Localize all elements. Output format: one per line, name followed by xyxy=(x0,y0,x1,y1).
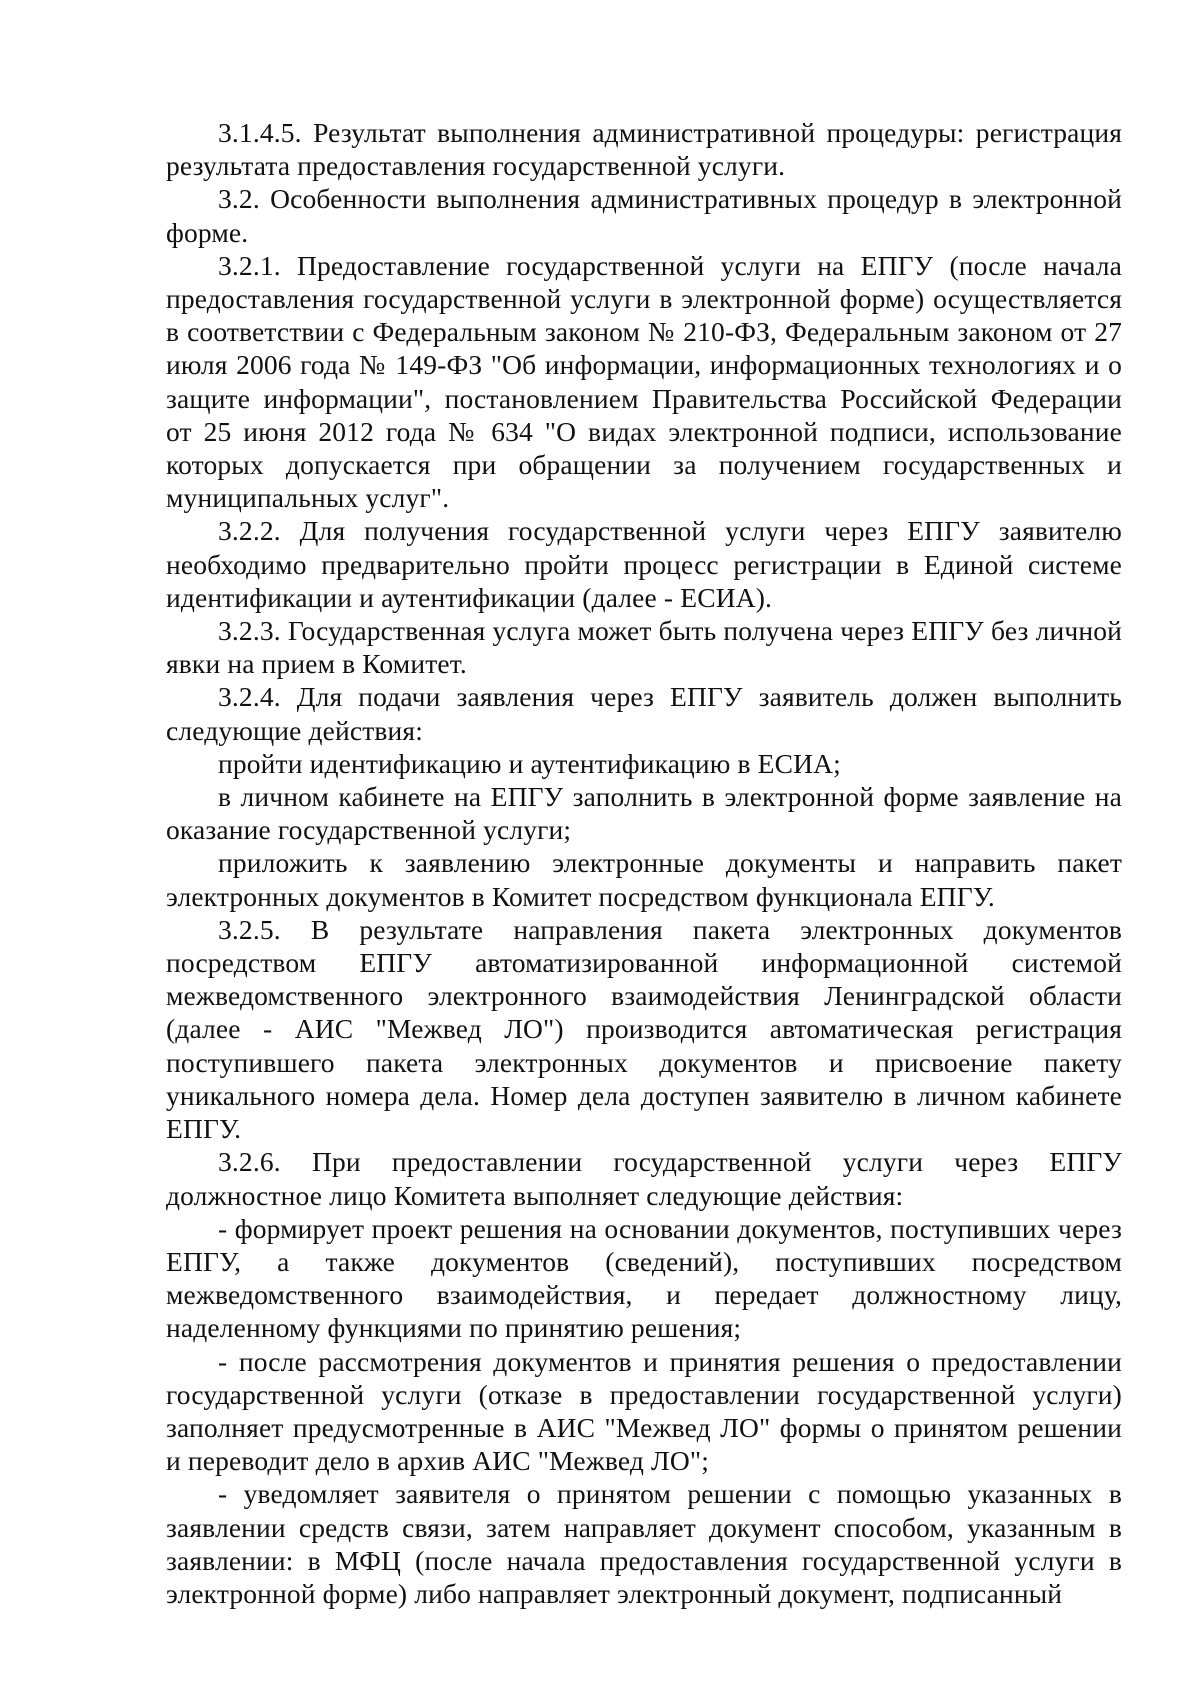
paragraph-3-2-3: 3.2.3. Государственная услуга может быть получена через ЕПГУ без личной явки на прием в Комитет. xyxy=(166,615,1122,680)
paragraph-3-2-6: 3.2.6. При предоставлении государственной услуги через ЕПГУ должностное лицо Комитета выполняет следующие действия: xyxy=(166,1146,1122,1211)
paragraph-3-1-4-5: 3.1.4.5. Результат выполнения административной процедуры: регистрация результата предоставления государственной услуги. xyxy=(166,117,1122,182)
duty-item-form-draft-decision: - формирует проект решения на основании документов, поступивших через ЕПГУ, а также документов (сведений), поступивших посредством межведомственного взаимодействия, и передает должностному лицу, наделенному функциями по принятию решения; xyxy=(166,1212,1122,1344)
action-item-fill-application: в личном кабинете на ЕПГУ заполнить в электронной форме заявление на оказание государственной услуги; xyxy=(166,781,1122,846)
paragraph-3-2-5: 3.2.5. В результате направления пакета электронных документов посредством ЕПГУ автоматизированной информационной системой межведомственного электронного взаимодействия Ленинградской области (далее - АИС "Межвед ЛО") производится автоматическая регистрация поступившего пакета электронных документов и присвоение пакету уникального номера дела. Номер дела доступен заявителю в личном кабинете ЕПГУ. xyxy=(166,913,1122,1145)
action-item-attach-documents: приложить к заявлению электронные документы и направить пакет электронных документов в Комитет посредством функционала ЕПГУ. xyxy=(166,847,1122,912)
document-body xyxy=(166,116,1122,1610)
paragraph-3-2-4: 3.2.4. Для подачи заявления через ЕПГУ заявитель должен выполнить следующие действия: xyxy=(166,681,1122,746)
duty-item-notify-applicant: - уведомляет заявителя о принятом решении с помощью указанных в заявлении средств связи, затем направляет документ способом, указанным в заявлении: в МФЦ (после начала предоставления государственной услуги в электронной форме) либо направляет электронный документ, подписанный xyxy=(166,1478,1122,1609)
paragraph-3-2-1: 3.2.1. Предоставление государственной услуги на ЕПГУ (после начала предоставления государственной услуги в электронной форме) осуществляется в соответствии с Федеральным законом № 210-ФЗ, Федеральным законом от 27 июля 2006 года № 149-ФЗ "Об информации, информационных технологиях и о защите информации", постановлением Правительства Российской Федерации от 25 июня 2012 года № 634 "О видах электронной подписи, использование которых допускается при обращении за получением государственных и муниципальных услуг". xyxy=(166,249,1122,514)
paragraph-3-2: 3.2. Особенности выполнения административных процедур в электронной форме. xyxy=(166,183,1122,248)
action-item-esia-authentication: пройти идентификацию и аутентификацию в ЕСИА; xyxy=(218,747,841,779)
paragraph-3-2-2: 3.2.2. Для получения государственной услуги через ЕПГУ заявителю необходимо предварительно пройти процесс регистрации в Единой системе идентификации и аутентификации (далее - ЕСИА). xyxy=(166,515,1122,613)
duty-item-fill-forms-archive: - после рассмотрения документов и принятия решения о предоставлении государственной услуги (отказе в предоставлении государственной услуги) заполняет предусмотренные в АИС "Межвед ЛО" формы о принятом решении и переводит дело в архив АИС "Межвед ЛО"; xyxy=(166,1345,1122,1477)
